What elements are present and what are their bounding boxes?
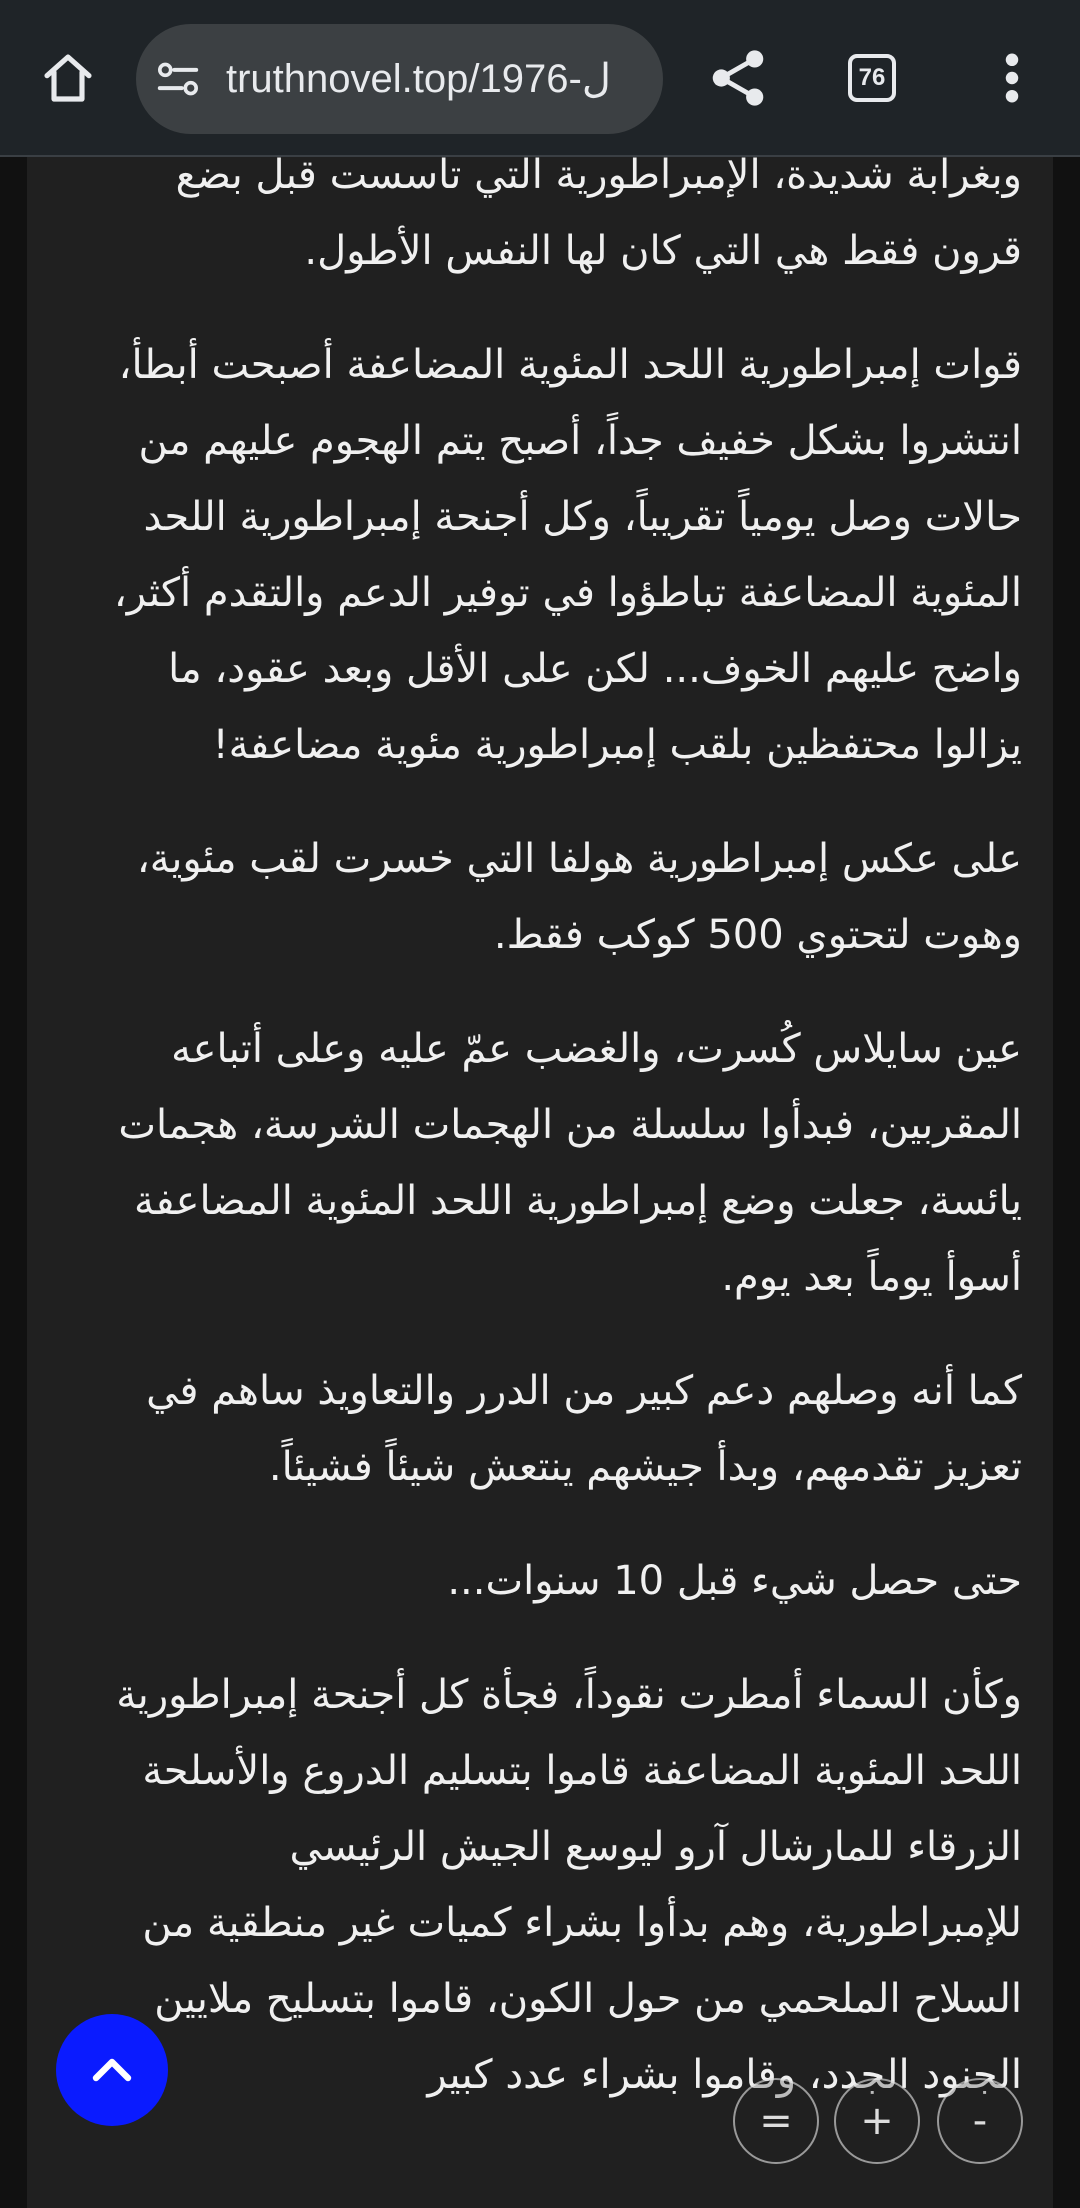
chevron-up-icon: [90, 2055, 134, 2085]
paragraph: على عكس إمبراطورية هولفا التي خسرت لقب مئوية، وهوت لتحتوي 500 كوكب فقط.: [136, 836, 1022, 958]
paragraph: وكأن السماء أمطرت نقوداً، فجأة كل أجنحة إمبراطورية اللحد المئوية المضاعفة قاموا بتسليم الدروع والأسلحة الزرقاء للمارشال آرو ليوسع الجيش الرئيسي للإمبراطورية، وهم بدأوا بشراء كميات غير منطقية من السلاح الملحمي من حول الكون، قاموا بتسليح ملايين الجنود الجدد، وقاموا بشراء عدد كبير: [116, 1672, 1022, 2098]
address-bar[interactable]: [136, 24, 663, 134]
decrease-font-size-button[interactable]: -: [937, 2078, 1023, 2164]
browser-toolbar: [0, 0, 1080, 157]
paragraph: وبغرابة شديدة، الإمبراطورية التي تاسست قبل بضع قرون فقط هي التي كان لها النفس الأطول.: [175, 152, 1022, 274]
paragraph: كما أنه وصلهم دعم كبير من الدرر والتعاويذ ساهم في تعزيز تقدمهم، وبدأ جيشهم ينتعش شيئاً فشيئاً.: [146, 1368, 1022, 1490]
scroll-to-top-button[interactable]: [56, 2014, 168, 2126]
reading-panel: [27, 152, 1053, 2208]
site-settings-icon[interactable]: [156, 59, 200, 99]
more-menu-button[interactable]: [990, 40, 1034, 116]
url-text[interactable]: truthnovel.top/1976-ل: [226, 57, 611, 101]
home-button[interactable]: [28, 38, 108, 118]
chapter-text: [87, 137, 1022, 2151]
share-icon: [709, 47, 767, 109]
home-icon: [40, 50, 96, 106]
paragraph: قوات إمبراطورية اللحد المئوية المضاعفة أصبحت أبطأ، انتشروا بشكل خفيف جداً، أصبح يتم الهجوم عليهم من حالات وصل يومياً تقريباً، وكل أجنحة إمبراطورية اللحد المئوية المضاعفة تباطؤوا في توفير الدعم والتقدم أكثر، واضح عليهم الخوف... لكن على الأقل وبعد عقود، ما يزالوا محتفظين بلقب إمبراطورية مئوية مضاعفة!: [113, 342, 1022, 768]
share-button[interactable]: [700, 38, 776, 118]
paragraph: حتى حصل شيء قبل 10 سنوات...: [447, 1558, 1022, 1604]
tab-switcher-button[interactable]: 76: [848, 54, 896, 102]
more-vert-icon: [1004, 52, 1020, 104]
paragraph: عين سايلاس كُسرت، والغضب عمّ عليه وعلى أتباعه المقربين، فبدأوا سلسلة من الهجمات الشرسة، هجمات يائسة، جعلت وضع إمبراطورية اللحد المئوية المضاعفة أسوأ يوماً بعد يوم.: [118, 1026, 1022, 1300]
increase-font-size-button[interactable]: +: [834, 2078, 920, 2164]
reset-font-size-button[interactable]: =: [733, 2078, 819, 2164]
